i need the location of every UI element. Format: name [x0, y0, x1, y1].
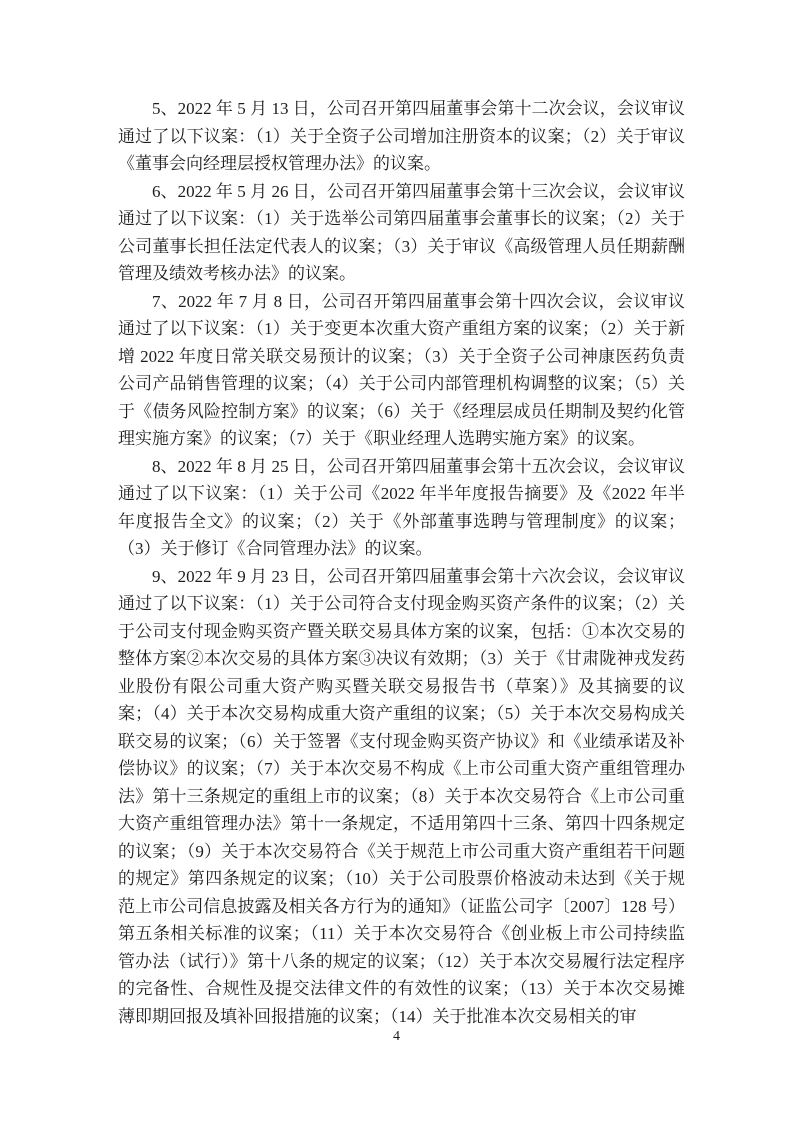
- paragraph-board-meeting-12th: 5、2022 年 5 月 13 日，公司召开第四届董事会第十二次会议，会议审议通过了以下议案：（1）关于全资子公司增加注册资本的议案；（2）关于审议《董事会向经理层授权管理办法》的议案。: [118, 99, 685, 173]
- paragraph-board-meeting-13th: 6、2022 年 5 月 26 日，公司召开第四届董事会第十三次会议，会议审议通过了以下议案：（1）关于选举公司第四届董事会董事长的议案；（2）关于公司董事长担任法定代表人的议案；（3）关于审议《高级管理人员任期薪酬管理及绩效考核办法》的议案。: [118, 181, 685, 283]
- page-number: 4: [393, 1029, 400, 1044]
- paragraph-board-meeting-14th: 7、2022 年 7 月 8 日，公司召开第四届董事会第十四次会议，会议审议通过了以下议案：（1）关于变更本次重大资产重组方案的议案；（2）关于新增 2022 年度日常关联交易预计的议案；（3）关于全资子公司神康医药负责公司产品销售管理的议案；（4）关于公司内部管理机构调整的议案；（5）关于《债务风险控制方案》的议案；（6）关于《经理层成员任期制及契约化管理实施方案》的议案；（7）关于《职业经理人选聘实施方案》的议案。: [118, 291, 685, 448]
- paragraph-board-meeting-15th: 8、2022 年 8 月 25 日，公司召开第四届董事会第十五次会议，会议审议通过了以下议案：（1）关于公司《2022 年半年度报告摘要》及《2022 年半年度报告全文》的议案；（2）关于《外部董事选聘与管理制度》的议案；（3）关于修订《合同管理办法》的议案。: [118, 456, 685, 558]
- document-text-block: [118, 95, 685, 1030]
- page-footer: [0, 1027, 793, 1045]
- paragraph-board-meeting-16th: 9、2022 年 9 月 23 日，公司召开第四届董事会第十六次会议，会议审议通过了以下议案：（1）关于公司符合支付现金购买资产条件的议案；（2）关于公司支付现金购买资产暨关联交易具体方案的议案，包括：①本次交易的整体方案②本次交易的具体方案③决议有效期；（3）关于《甘肃陇神戎发药业股份有限公司重大资产购买暨关联交易报告书（草案）》及其摘要的议案；（4）关于本次交易构成重大资产重组的议案；（5）关于本次交易构成关联交易的议案；（6）关于签署《支付现金购买资产协议》和《业绩承诺及补偿协议》的议案；（7）关于本次交易不构成《上市公司重大资产重组管理办法》第十三条规定的重组上市的议案；（8）关于本次交易符合《上市公司重大资产重组管理办法》第十一条规定，不适用第四十三条、第四十四条规定的议案；（9）关于本次交易符合《关于规范上市公司重大资产重组若干问题的规定》第四条规定的议案；（10）关于公司股票价格波动未达到《关于规范上市公司信息披露及相关各方行为的通知》（证监公司字〔2007〕128 号）第五条相关标准的议案；（11）关于本次交易符合《创业板上市公司持续监管办法（试行）》第十八条的规定的议案；（12）关于本次交易履行法定程序的完备性、合规性及提交法律文件的有效性的议案；（13）关于本次交易摊薄即期回报及填补回报措施的议案；（14）关于批准本次交易相关的审: [118, 566, 685, 1026]
